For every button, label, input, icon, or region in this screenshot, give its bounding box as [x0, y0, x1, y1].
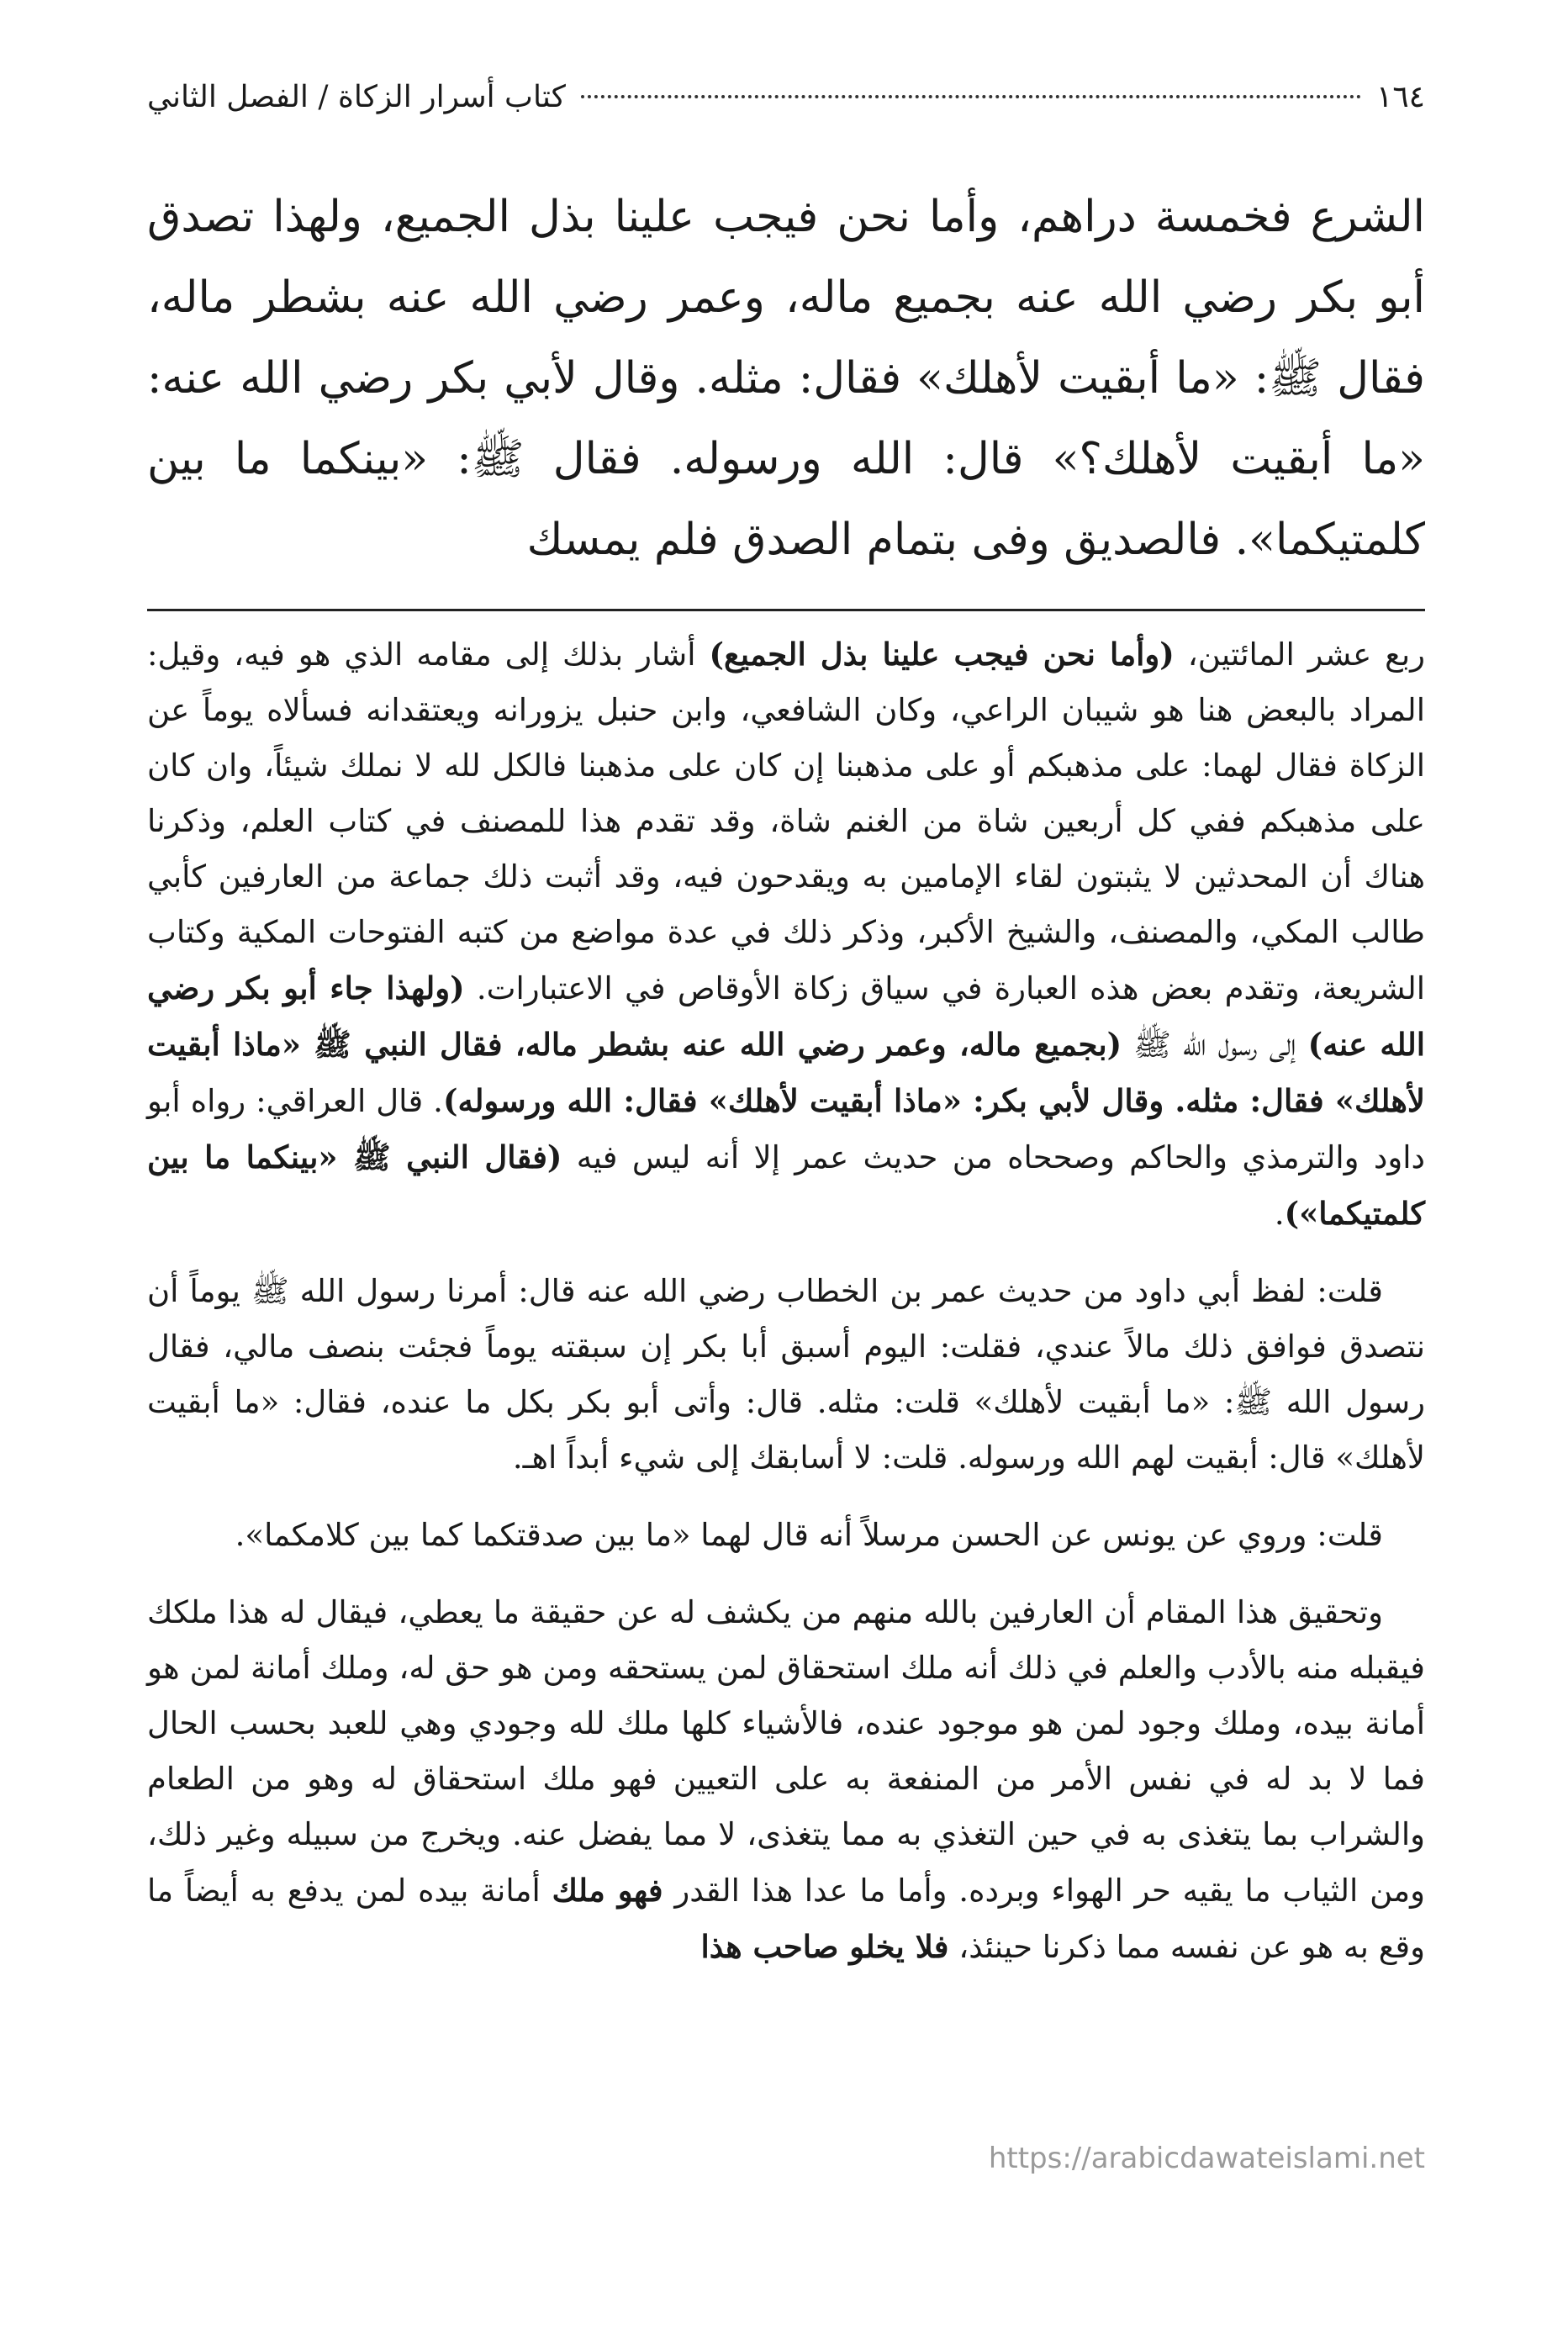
- bold-text: فلا يخلو صاحب هذا: [700, 1928, 949, 1965]
- watermark-url: https://arabicdawateislami.net: [988, 2142, 1425, 2175]
- book-chapter-title: كتاب أسرار الزكاة / الفصل الثاني: [147, 80, 566, 114]
- main-paragraph: الشرع فخمسة دراهم، وأما نحن فيجب علينا بذل الجميع، ولهذا تصدق أبو بكر رضي الله عنه بجميع ماله، وعمر رضي الله عنه بشطر ماله، فقال ﷺ: «ما أبقيت لأهلك» فقال: مثله. وقال لأبي بكر رضي الله عنه: «ما أبقيت لأهلك؟» قال: الله ورسوله. فقال ﷺ: «بينكما ما بين كلمتيكما». فالصديق وفى بتمام الصدق فلم يمسك: [147, 192, 1425, 565]
- text-run: ربع عشر المائتين،: [1174, 637, 1425, 673]
- quoted-text: (ولهذا جاء أبو بكر رضي الله عنه): [147, 969, 1425, 1063]
- running-header: [147, 80, 1425, 126]
- text-run: إلى رسول الله ﷺ: [1122, 1027, 1308, 1063]
- commentary-divider: [147, 609, 1425, 611]
- commentary-paragraph-1: [147, 626, 1425, 1242]
- text-run: وتحقيق هذا المقام أن العارفين بالله منهم من يكشف له عن حقيقة ما يعطي، فيقال له هذا ملكك فيقبله منه بالأدب والعلم في ذلك أنه ملك استحقاق لمن يستحقه ومن هو حق له، وملك أمانة لمن هو أمانة بيده، وملك وجود لمن هو موجود عنده، فالأشياء كلها ملك لله وجودي وهي للعبد بحسب الحال فما لا بد له في نفس الأمر من المنفعة به على التعيين فهو ملك استحقاق له وهو من الطعام والشراب بما يتغذى به في حين التغذي به مما يتغذى، لا مما يفضل عنه. ويخرج من سبيله وغير ذلك، ومن الثياب ما يقيه حر الهواء وبرده. وأما ما عدا هذا القدر: [147, 1594, 1425, 1909]
- commentary: [147, 626, 1425, 1975]
- text-run: . قال العراقي: رواه أبو داود والترمذي والحاكم وصححاه من حديث عمر إلا أنه ليس فيه: [147, 1083, 1425, 1175]
- commentary-paragraph-2: قلت: لفظ أبي داود من حديث عمر بن الخطاب رضي الله عنه قال: أمرنا رسول الله ﷺ يوماً أن نتصدق فوافق ذلك مالاً عندي، فقلت: اليوم أسبق أبا بكر إن سبقته يوماً فجئت بنصف مالي، فقال رسول الله ﷺ: «ما أبقيت لأهلك» قلت: مثله. قال: وأتى أبو بكر بكل ما عنده، فقال: «ما أبقيت لأهلك» قال: أبقيت لهم الله ورسوله. قلت: لا أسابقك إلى شيء أبداً اهـ.: [147, 1273, 1425, 1476]
- commentary-paragraph-4: [147, 1585, 1425, 1975]
- main-text: [147, 177, 1425, 580]
- quoted-text: (بجميع ماله، وعمر رضي الله عنه بشطر ماله، فقال النبي ﷺ «ماذا أبقيت لأهلك» فقال: مثله. وقال لأبي بكر: «ماذا أبقيت لأهلك» فقال: الله ورسوله): [147, 1026, 1425, 1119]
- quoted-text: (وأما نحن فيجب علينا بذل الجميع): [709, 636, 1175, 673]
- commentary-paragraph-3: قلت: وروي عن يونس عن الحسن مرسلاً أنه قال لهما «ما بين صدقتكما كما بين كلامكما».: [235, 1517, 1383, 1553]
- quoted-text: (فقال النبي ﷺ «بينكما ما بين كلمتيكما»): [147, 1138, 1425, 1232]
- page-number: ١٦٤: [1375, 80, 1425, 114]
- text-run: أشار بذلك إلى مقامه الذي هو فيه، وقيل: المراد بالبعض هنا هو شيبان الراعي، وكان الشافعي، وابن حنبل يزورانه ويعتقدانه فسألاه يوماً عن الزكاة فقال لهما: على مذهبكم أو على مذهبنا إن كان على مذهبنا فالكل لله لا نملك شيئاً، وان كان على مذهبكم ففي كل أربعين شاة من الغنم شاة، وقد تقدم هذا للمصنف في كتاب العلم، وذكرنا هناك أن المحدثين لا يثبتون لقاء الإمامين به ويقدحون فيه، وقد أثبت ذلك جماعة من العارفين كأبي طالب المكي، والمصنف، والشيخ الأكبر، وذكر ذلك في عدة مواضع من كتبه الفتوحات المكية وكتاب الشريعة، وتقدم بعض هذه العبارة في سياق زكاة الأوقاص في الاعتبارات.: [147, 637, 1425, 1006]
- text-run: .: [1274, 1196, 1285, 1232]
- header-dot-leader: [581, 95, 1361, 98]
- page: [147, 80, 1425, 1997]
- text-run: أمانة بيده لمن يدفع به أيضاً ما وقع به هو عن نفسه مما ذكرنا حينئذ،: [147, 1873, 1425, 1965]
- bold-text: فهو ملك: [552, 1872, 663, 1909]
